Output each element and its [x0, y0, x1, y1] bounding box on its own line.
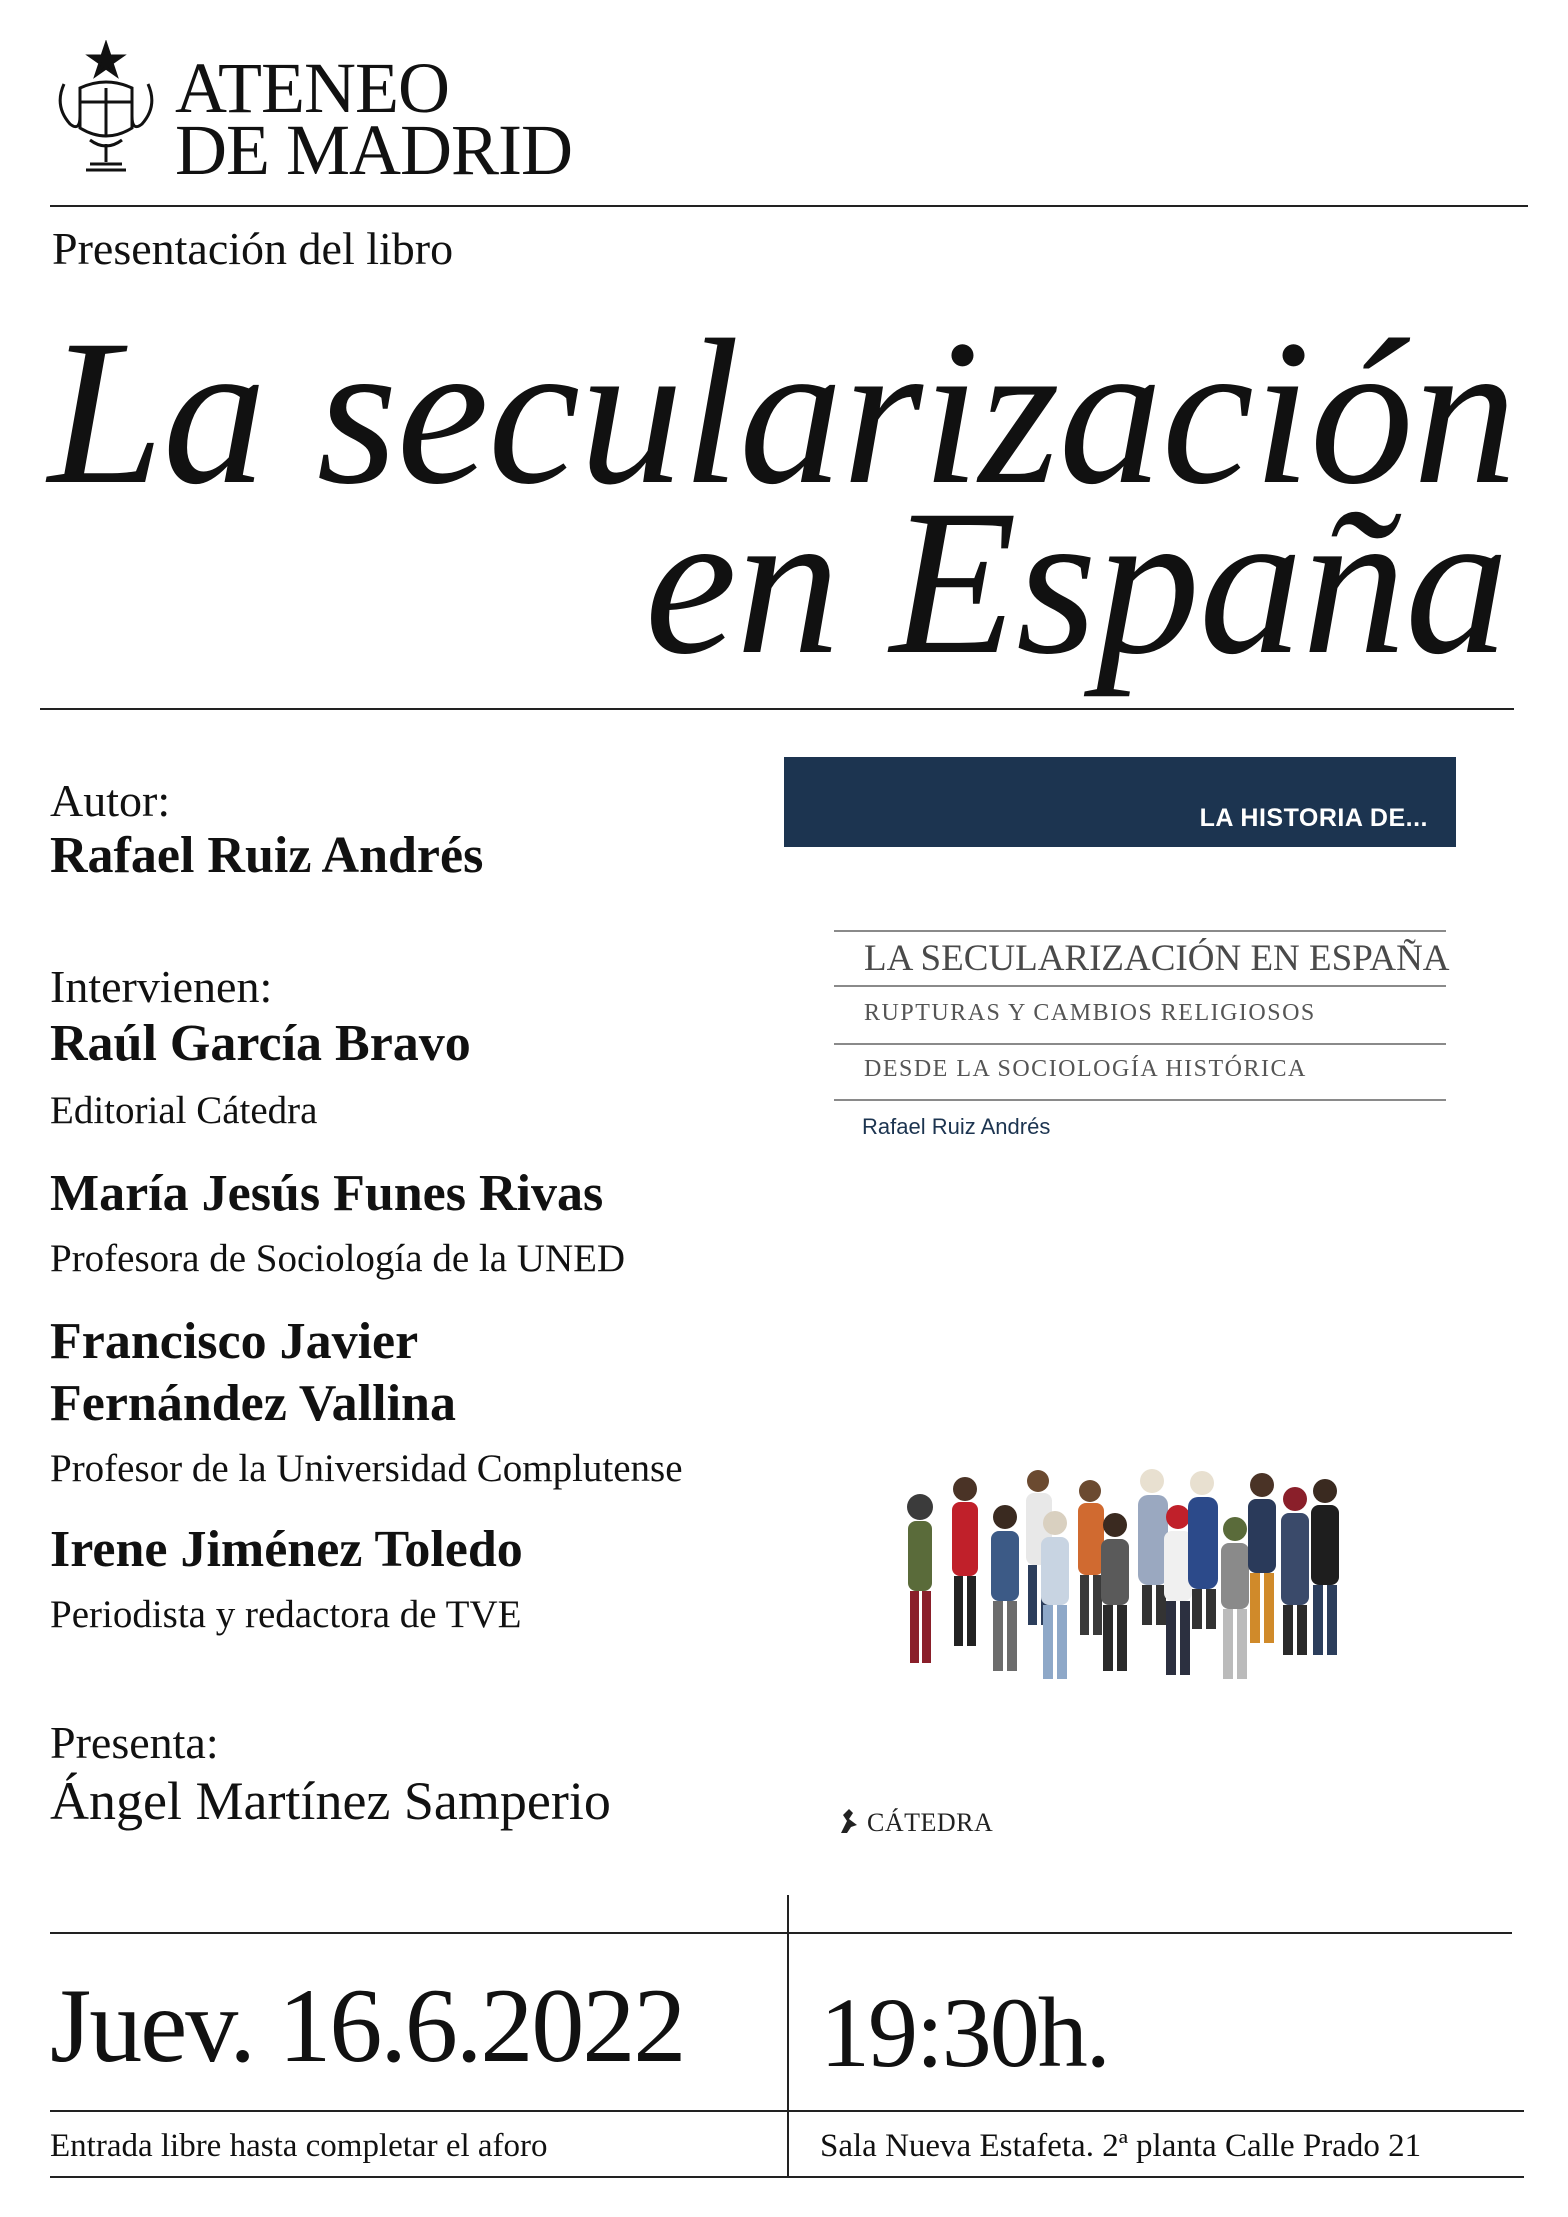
catedra-logo-icon — [835, 1807, 861, 1835]
divider-title — [40, 708, 1514, 710]
speaker-name: Irene Jiménez Toledo — [50, 1521, 523, 1578]
speakers-label: Intervienen: — [50, 961, 273, 1012]
speaker-name-line2: Fernández Vallina — [50, 1375, 456, 1432]
cover-rule — [834, 1043, 1446, 1045]
cover-subtitle-line2: DESDE LA SOCIOLOGÍA HISTÓRICA — [864, 1056, 1307, 1082]
cover-title: LA SECULARIZACIÓN EN ESPAÑA — [864, 938, 1450, 979]
cover-rule — [834, 1099, 1446, 1101]
divider-footer-mid — [50, 2110, 1524, 2112]
cover-rule — [834, 930, 1446, 932]
crowd-illustration — [890, 1455, 1460, 1740]
org-name-line1: ATENEO — [175, 48, 449, 128]
speaker-name: Raúl García Bravo — [50, 1015, 471, 1072]
divider-footer-bottom — [50, 2176, 1524, 2178]
publisher-name: CÁTEDRA — [867, 1808, 994, 1837]
presenter-label: Presenta: — [50, 1717, 219, 1768]
event-venue: Sala Nueva Estafeta. 2ª planta Calle Prado 21 — [820, 2128, 1422, 2164]
author-name: Rafael Ruiz Andrés — [50, 827, 484, 884]
cover-rule — [834, 985, 1446, 987]
book-title-line2: en España — [644, 467, 1508, 697]
cover-author: Rafael Ruiz Andrés — [862, 1114, 1051, 1139]
publisher-mark — [835, 1807, 993, 1838]
event-type: Presentación del libro — [52, 223, 454, 274]
speaker-role: Periodista y redactora de TVE — [50, 1593, 522, 1636]
entry-note: Entrada libre hasta completar el aforo — [50, 2128, 548, 2164]
cover-series-label: LA HISTORIA DE... — [1199, 804, 1428, 832]
ateneo-crest-logo — [50, 40, 162, 174]
cover-subtitle-line1: RUPTURAS Y CAMBIOS RELIGIOSOS — [864, 1000, 1316, 1026]
speaker-role: Profesor de la Universidad Complutense — [50, 1447, 683, 1490]
event-date: Juev. 16.6.2022 — [50, 1967, 685, 2084]
divider-top — [50, 205, 1528, 207]
org-name-line2: DE MADRID — [175, 110, 572, 190]
speaker-role: Editorial Cátedra — [50, 1089, 318, 1132]
divider-footer-vertical — [787, 1895, 789, 2177]
presenter-name: Ángel Martínez Samperio — [50, 1771, 611, 1831]
speaker-role: Profesora de Sociología de la UNED — [50, 1237, 626, 1280]
event-time: 19:30h. — [820, 1977, 1109, 2088]
speaker-name-line1: Francisco Javier — [50, 1313, 419, 1370]
book-title-line1: La secularización — [48, 297, 1516, 527]
speaker-name: María Jesús Funes Rivas — [50, 1165, 604, 1222]
divider-footer-top — [50, 1932, 1512, 1934]
cover-series-band — [784, 757, 1456, 847]
author-label: Autor: — [50, 775, 171, 826]
